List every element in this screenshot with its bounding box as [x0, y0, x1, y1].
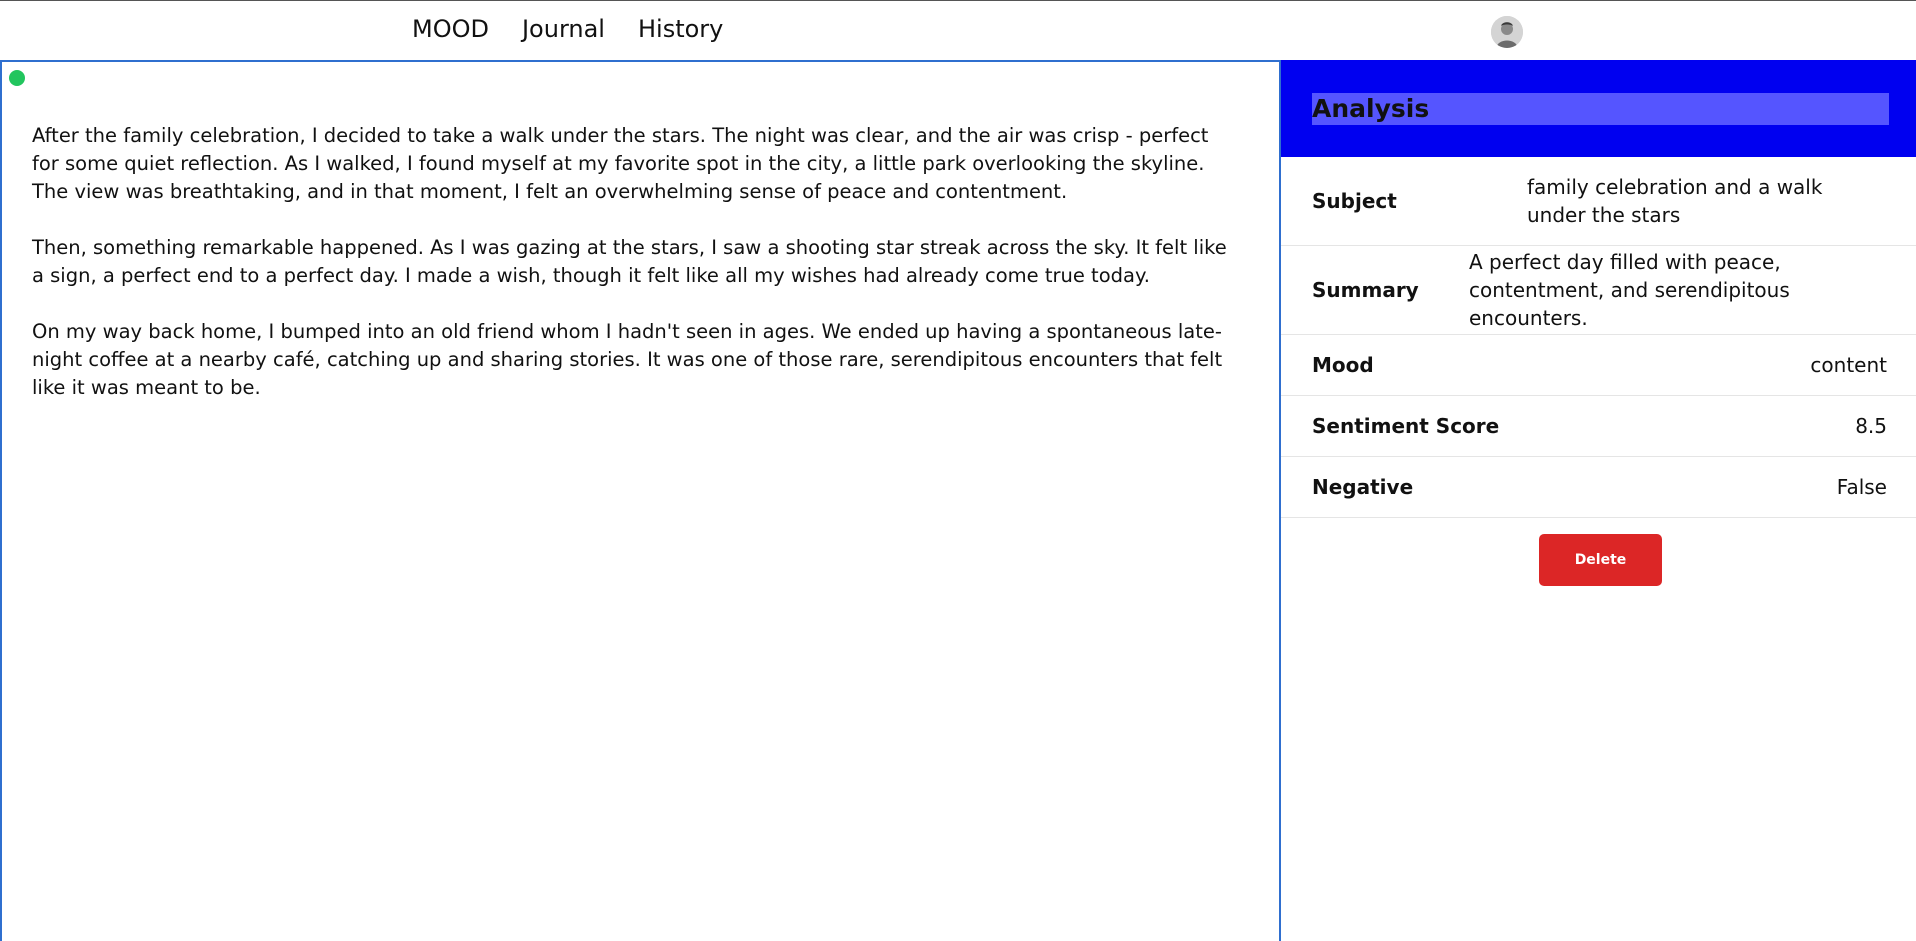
analysis-header	[1281, 60, 1916, 157]
analysis-row-negative	[1281, 457, 1916, 518]
analysis-row-summary	[1281, 246, 1916, 335]
analysis-title: Analysis	[1312, 93, 1889, 125]
top-navbar	[0, 0, 1916, 61]
main-nav	[412, 15, 723, 43]
journal-editor[interactable]	[0, 60, 1281, 941]
journal-entry-text[interactable]	[32, 122, 1232, 430]
entry-paragraph: After the family celebration, I decided to take a walk under the stars. The night was clear, and the air was crisp - perfect for some quiet reflection. As I walked, I found myself at my favorite spot in the city, a little park overlooking the skyline. The view was breathtaking, and in that moment, I felt an overwhelming sense of peace and contentment.	[32, 124, 1209, 203]
delete-button[interactable]: Delete	[1539, 534, 1662, 586]
nav-journal[interactable]: Journal	[521, 15, 605, 43]
analysis-label: Mood	[1312, 353, 1374, 377]
analysis-label: Sentiment Score	[1312, 414, 1500, 438]
nav-brand-mood[interactable]: MOOD	[412, 15, 489, 43]
analysis-row-mood	[1281, 335, 1916, 396]
status-dot-icon	[9, 70, 25, 86]
user-avatar-icon[interactable]	[1491, 16, 1523, 48]
analysis-panel	[1281, 60, 1916, 941]
analysis-label: Subject	[1312, 189, 1397, 213]
entry-paragraph: On my way back home, I bumped into an old friend whom I hadn't seen in ages. We ended up having a spontaneous late-night coffee at a nearby café, catching up and sharing stories. It was one of those rare, serendipitous encounters that felt like it was meant to be.	[32, 320, 1223, 399]
analysis-value: A perfect day filled with peace, contentment, and serendipitous encounters.	[1469, 250, 1790, 330]
analysis-row-sentiment-score	[1281, 396, 1916, 457]
analysis-label: Negative	[1312, 475, 1414, 499]
analysis-list	[1281, 157, 1916, 518]
analysis-value: 8.5	[1855, 414, 1887, 438]
analysis-value: family celebration and a walk under the stars	[1527, 175, 1823, 227]
analysis-label: Summary	[1312, 278, 1419, 302]
nav-history[interactable]: History	[637, 15, 724, 43]
analysis-value: content	[1810, 353, 1887, 377]
analysis-value: False	[1836, 475, 1887, 499]
entry-paragraph: Then, something remarkable happened. As I was gazing at the stars, I saw a shooting star streak across the sky. It felt like a sign, a perfect end to a perfect day. I made a wish, though it felt like all my wishes had already come true today.	[32, 236, 1227, 287]
analysis-row-subject	[1281, 157, 1916, 246]
